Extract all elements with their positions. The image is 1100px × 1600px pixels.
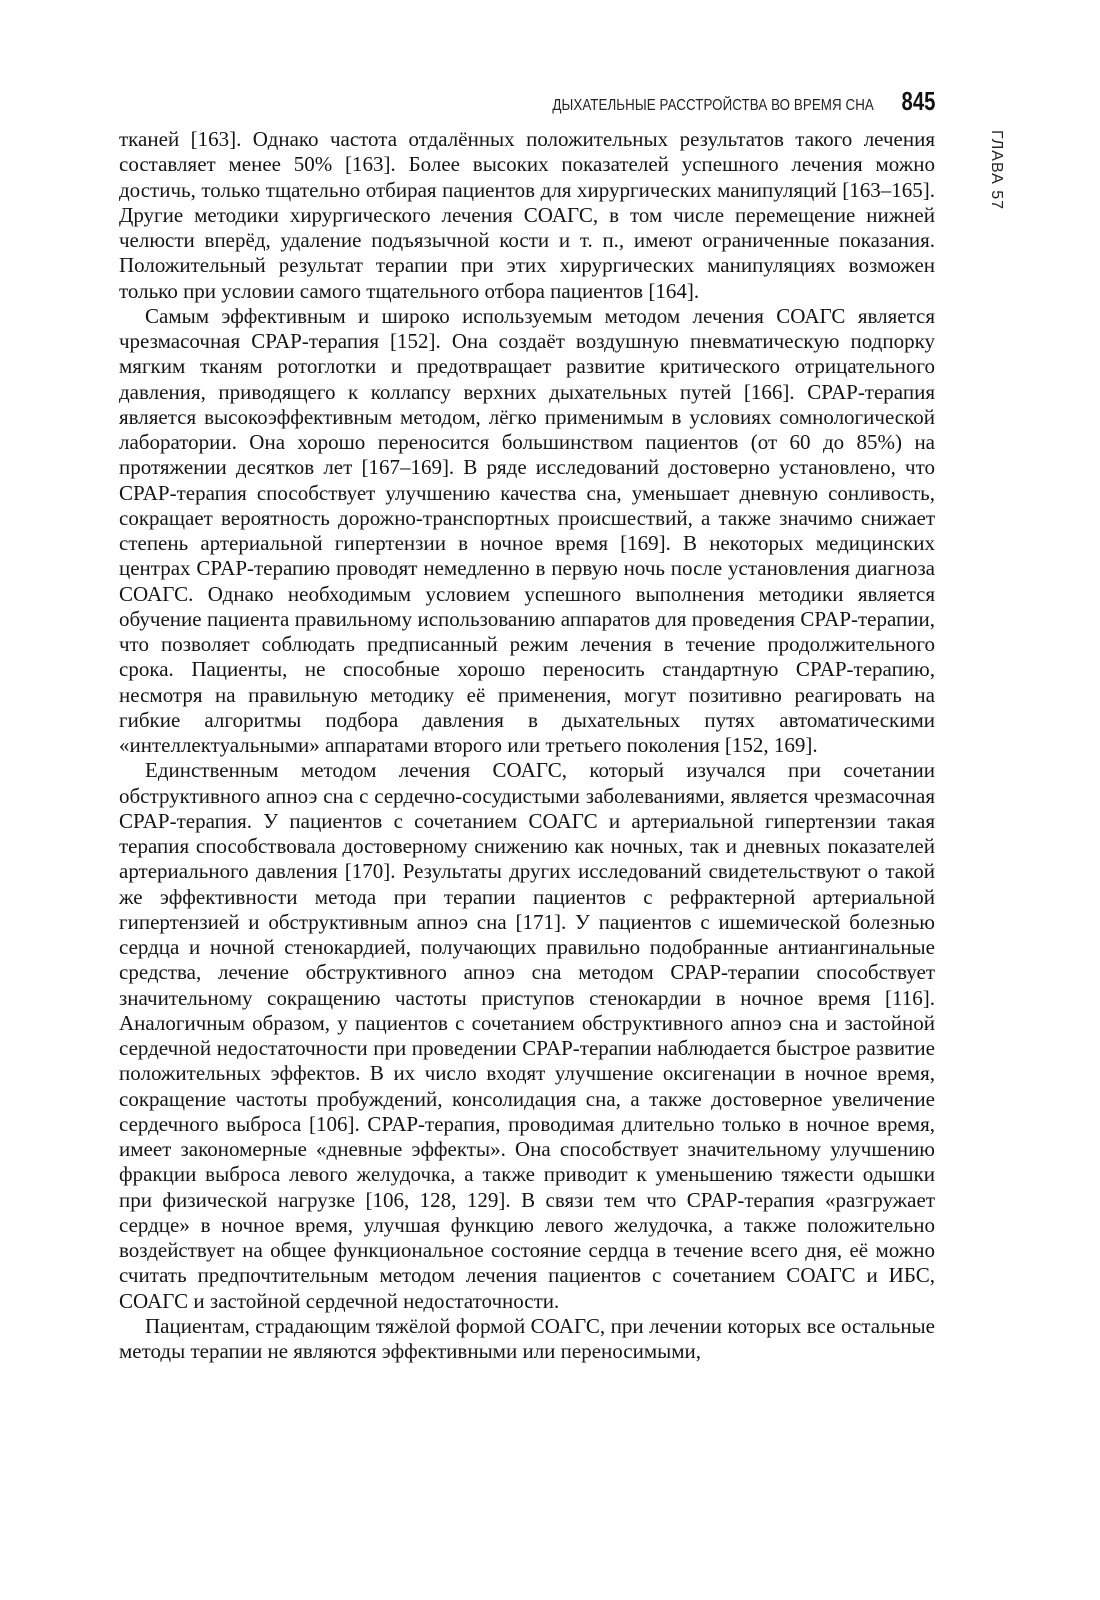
running-title: ДЫХАТЕЛЬНЫЕ РАССТРОЙСТВА ВО ВРЕМЯ СНА [552,97,874,114]
paragraph: Пациентам, страдающим тяжёлой формой СОАГС, при лечении которых все остальные методы терапии не являются эффективными или переносимыми, [119,1313,935,1363]
chapter-side-label: ГЛАВА 57 [988,130,1005,210]
paragraph: Единственным методом лечения СОАГС, который изучался при сочетании обструктивного апноэ сна с сердечно-сосудистыми заболеваниями, является чрезмасочная CPAP-терапия. У пациентов с сочетанием СОАГС и артериальной гипертензии такая терапия способствовала достоверному снижению как ночных, так и дневных показателей артериального давления [170]. Результаты других исследований свидетельствуют о такой же эффективности метода при терапии пациентов с рефрактерной артериальной гипертензией и обструктивным апноэ сна [171]. У пациентов с ишемической болезнью сердца и ночной стенокардией, получающих правильно подобранные антиангинальные средства, лечение обструктивного апноэ сна методом CPAP-терапии способствует значительному сокращению частоты приступов стенокардии в ночное время [116]. Аналогичным образом, у пациентов с сочетанием обструктивного апноэ сна и застойной сердечной недостаточности при проведении CPAP-терапии наблюдается быстрое развитие положительных эффектов. В их число входят улучшение оксигенации в ночное время, сокращение частоты пробуждений, консолидация сна, а также достоверное увеличение сердечного выброса [106]. CPAP-терапия, проводимая длительно только в ночное время, имеет закономерные «дневные эффекты». Она способствует значительному улучшению фракции выброса левого желудочка, а также приводит к уменьшению тяжести одышки при физической нагрузке [106, 128, 129]. В связи тем что CPAP-терапия «разгружает сердце» в ночное время, улучшая функцию левого желудочка, а также положительно воздействует на общее функциональное состояние сердца в течение всего дня, её можно считать предпочтительным методом лечения пациентов с сочетанием СОАГС и ИБС, СОАГС и застойной сердечной недостаточности. [119,758,935,1313]
text-body [119,127,935,1364]
running-header [120,88,935,118]
paragraph: Самым эффективным и широко используемым методом лечения СОАГС является чрезмасочная CPAP-терапия [152]. Она создаёт воздушную пневматическую подпорку мягким тканям ротоглотки и предотвращает развитие критического отрицательного давления, приводящего к коллапсу верхних дыхательных путей [166]. CPAP-терапия является высокоэффективным методом, лёгко применимым в условиях сомнологической лаборатории. Она хорошо переносится большинством пациентов (от 60 до 85%) на протяжении десятков лет [167–169]. В ряде исследований достоверно установлено, что CPAP-терапия способствует улучшению качества сна, уменьшает дневную сонливость, сокращает вероятность дорожно-транспортных происшествий, а также значимо снижает степень артериальной гипертензии в ночное время [169]. В некоторых медицинских центрах CPAP-терапию проводят немедленно в первую ночь после установления диагноза СОАГС. Однако необходимым условием успешного выполнения методики является обучение пациента правильному использованию аппаратов для проведения CPAP-терапии, что позволяет соблюдать предписанный режим лечения в течение продолжительного срока. Пациенты, не способные хорошо переносить стандартную CPAP-терапию, несмотря на правильную методику её применения, могут позитивно реагировать на гибкие алгоритмы подбора давления в дыхательных путях автоматическими «интеллектуальными» аппаратами второго или третьего поколения [152, 169]. [119,303,935,757]
page-number: 845 [901,86,935,116]
paragraph: тканей [163]. Однако частота отдалённых положительных результатов такого лечения составляет менее 50% [163]. Более высоких показателей успешного лечения можно достичь, только тщательно отбирая пациентов для хирургических манипуляций [163–165]. Другие методики хирургического лечения СОАГС, в том числе перемещение нижней челюсти вперёд, удаление подъязычной кости и т. п., имеют ограниченные показания. Положительный результат терапии при этих хирургических манипуляциях возможен только при условии самого тщательного отбора пациентов [164]. [119,127,935,303]
